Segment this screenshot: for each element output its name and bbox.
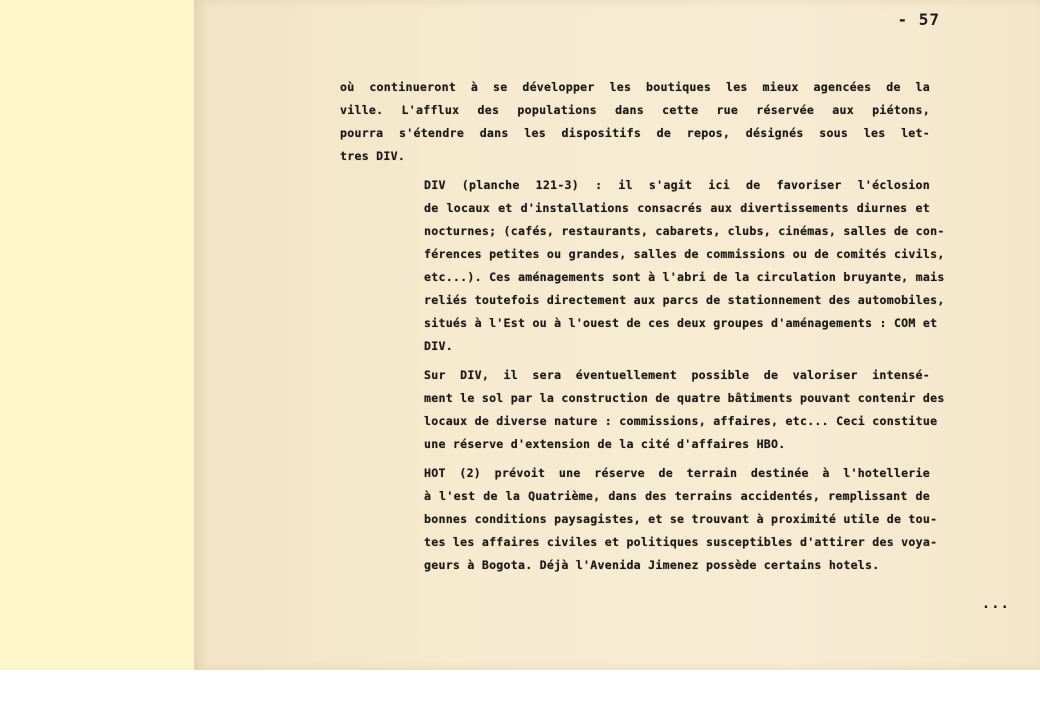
paragraph	[340, 462, 938, 577]
left-margin-strip	[0, 0, 194, 670]
text-line: tes les affaires civiles et politiques susceptibles d'attirer des voya-	[424, 535, 938, 549]
text-line: pourra s'étendre dans les dispositifs de repos, désignés sous les let-	[340, 126, 930, 140]
text-line: de locaux et d'installations consacrés aux divertissements diurnes et	[424, 201, 930, 215]
continuation-mark: ...	[981, 596, 1010, 612]
text-line: HOT (2) prévoit une réserve de terrain destinée à l'hotellerie	[424, 466, 930, 480]
text-line: une réserve d'extension de la cité d'affaires HBO.	[424, 437, 786, 451]
text-line: férences petites ou grandes, salles de commissions ou de comités civils,	[424, 247, 945, 261]
text-line: Sur DIV, il sera éventuellement possible de valoriser intensé-	[424, 368, 930, 382]
text-line: ville. L'afflux des populations dans cette rue réservée aux piétons,	[340, 103, 930, 117]
text-line: etc...). Ces aménagements sont à l'abri de la circulation bruyante, mais	[424, 270, 945, 284]
text-line: DIV (planche 121-3) : il s'agit ici de favoriser l'éclosion	[424, 178, 930, 192]
text-line: reliés toutefois directement aux parcs de stationnement des automobiles,	[424, 293, 945, 307]
text-line: tres DIV.	[340, 149, 406, 163]
document-page	[194, 0, 1040, 670]
text-line: locaux de diverse nature : commissions, affaires, etc... Ceci constitue	[424, 414, 938, 428]
body-text	[340, 76, 945, 583]
text-line: situés à l'Est ou à l'ouest de ces deux groupes d'aménagements : COM et	[424, 316, 938, 330]
page-number: - 57	[897, 10, 940, 29]
paragraph	[340, 174, 945, 358]
paragraph	[340, 76, 930, 168]
text-line: nocturnes; (cafés, restaurants, cabarets, clubs, cinémas, salles de con-	[424, 224, 945, 238]
text-line: bonnes conditions paysagistes, et se trouvant à proximité utile de tou-	[424, 512, 938, 526]
paragraph	[340, 364, 945, 456]
text-line: ment le sol par la construction de quatre bâtiments pouvant contenir des	[424, 391, 945, 405]
text-line: geurs à Bogota. Déjà l'Avenida Jimenez possède certains hotels.	[424, 558, 880, 572]
text-line: à l'est de la Quatrième, dans des terrains accidentés, remplissant de	[424, 489, 930, 503]
text-line: où continueront à se développer les boutiques les mieux agencées de la	[340, 80, 930, 94]
text-line: DIV.	[424, 339, 453, 353]
